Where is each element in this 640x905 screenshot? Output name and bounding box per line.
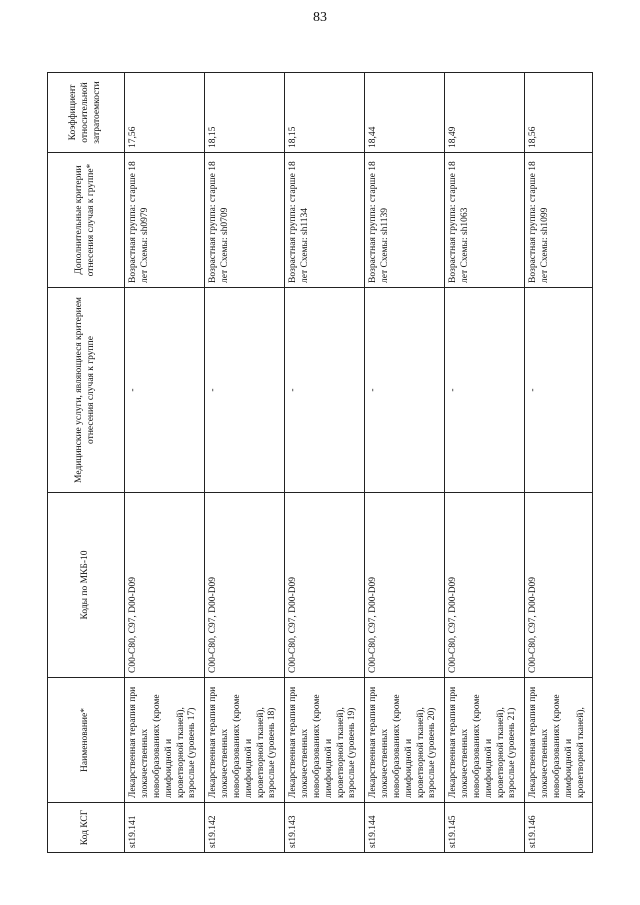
cell-code: st19.146 (525, 803, 593, 853)
table-header-row (48, 73, 125, 853)
cell-mkb: C00-C80, C97, D00-D09 (125, 493, 205, 678)
cell-criteria: Возрастная группа: старше 18 лет Схемы: sh1134 (285, 153, 365, 288)
cell-coefficient: 18,49 (445, 73, 525, 153)
cell-mkb: C00-C80, C97, D00-D09 (445, 493, 525, 678)
cell-code: st19.141 (125, 803, 205, 853)
cell-mkb: C00-C80, C97, D00-D09 (365, 493, 445, 678)
page-number: 83 (313, 10, 327, 25)
cell-code: st19.144 (365, 803, 445, 853)
cell-name: Лекарственная терапия при злокачественных новообразованиях (кроме лимфоидной и кроветворной тканей), взрослые (уровень 18) (205, 678, 285, 803)
cell-mkb: C00-C80, C97, D00-D09 (285, 493, 365, 678)
cell-code: st19.142 (205, 803, 285, 853)
table-row (445, 73, 525, 853)
header-name: Наименование* (48, 678, 125, 803)
cell-services: - (365, 288, 445, 493)
cell-criteria: Возрастная группа: старше 18 лет Схемы: sh0979 (125, 153, 205, 288)
cell-name: Лекарственная терапия при злокачественных новообразованиях (кроме лимфоидной и кроветворной тканей), взрослые (уровень 20) (365, 678, 445, 803)
header-services: Медицинские услуги, являющиеся критерием отнесения случая к группе (48, 288, 125, 493)
cell-coefficient: 18,15 (285, 73, 365, 153)
cell-coefficient: 18,44 (365, 73, 445, 153)
cell-code: st19.143 (285, 803, 365, 853)
cell-criteria: Возрастная группа: старше 18 лет Схемы: sh1099 (525, 153, 593, 288)
cell-services: - (205, 288, 285, 493)
cell-name: Лекарственная терапия при злокачественных новообразованиях (кроме лимфоидной и кроветворной тканей), взрослые (уровень 17) (125, 678, 205, 803)
table-row (125, 73, 205, 853)
cell-code: st19.145 (445, 803, 525, 853)
table-row (525, 73, 593, 853)
header-mkb: Коды по МКБ-10 (48, 493, 125, 678)
cell-coefficient: 18,15 (205, 73, 285, 153)
cell-coefficient: 17,56 (125, 73, 205, 153)
cell-name: Лекарственная терапия при злокачественных новообразованиях (кроме лимфоидной и кроветворной тканей), взрослые (уровень 21) (445, 678, 525, 803)
cell-mkb: C00-C80, C97, D00-D09 (525, 493, 593, 678)
cell-services: - (525, 288, 593, 493)
cell-mkb: C00-C80, C97, D00-D09 (205, 493, 285, 678)
cell-criteria: Возрастная группа: старше 18 лет Схемы: sh1063 (445, 153, 525, 288)
header-code: Код КСГ (48, 803, 125, 853)
table-row (365, 73, 445, 853)
cell-name: Лекарственная терапия при злокачественных новообразованиях (кроме лимфоидной и кроветворной тканей), (525, 678, 593, 803)
table-row (205, 73, 285, 853)
header-criteria: Дополнительные критерии отнесения случая к группе* (48, 153, 125, 288)
cell-name: Лекарственная терапия при злокачественных новообразованиях (кроме лимфоидной и кроветворной тканей), взрослые (уровень 19) (285, 678, 365, 803)
cell-services: - (125, 288, 205, 493)
ksg-table (47, 72, 593, 853)
header-coefficient: Коэффициент относительной затратоемкости (48, 73, 125, 153)
rotated-table-container (47, 73, 593, 853)
table-row (285, 73, 365, 853)
cell-services: - (285, 288, 365, 493)
cell-coefficient: 18,56 (525, 73, 593, 153)
cell-criteria: Возрастная группа: старше 18 лет Схемы: sh0709 (205, 153, 285, 288)
cell-services: - (445, 288, 525, 493)
cell-criteria: Возрастная группа: старше 18 лет Схемы: sh1139 (365, 153, 445, 288)
